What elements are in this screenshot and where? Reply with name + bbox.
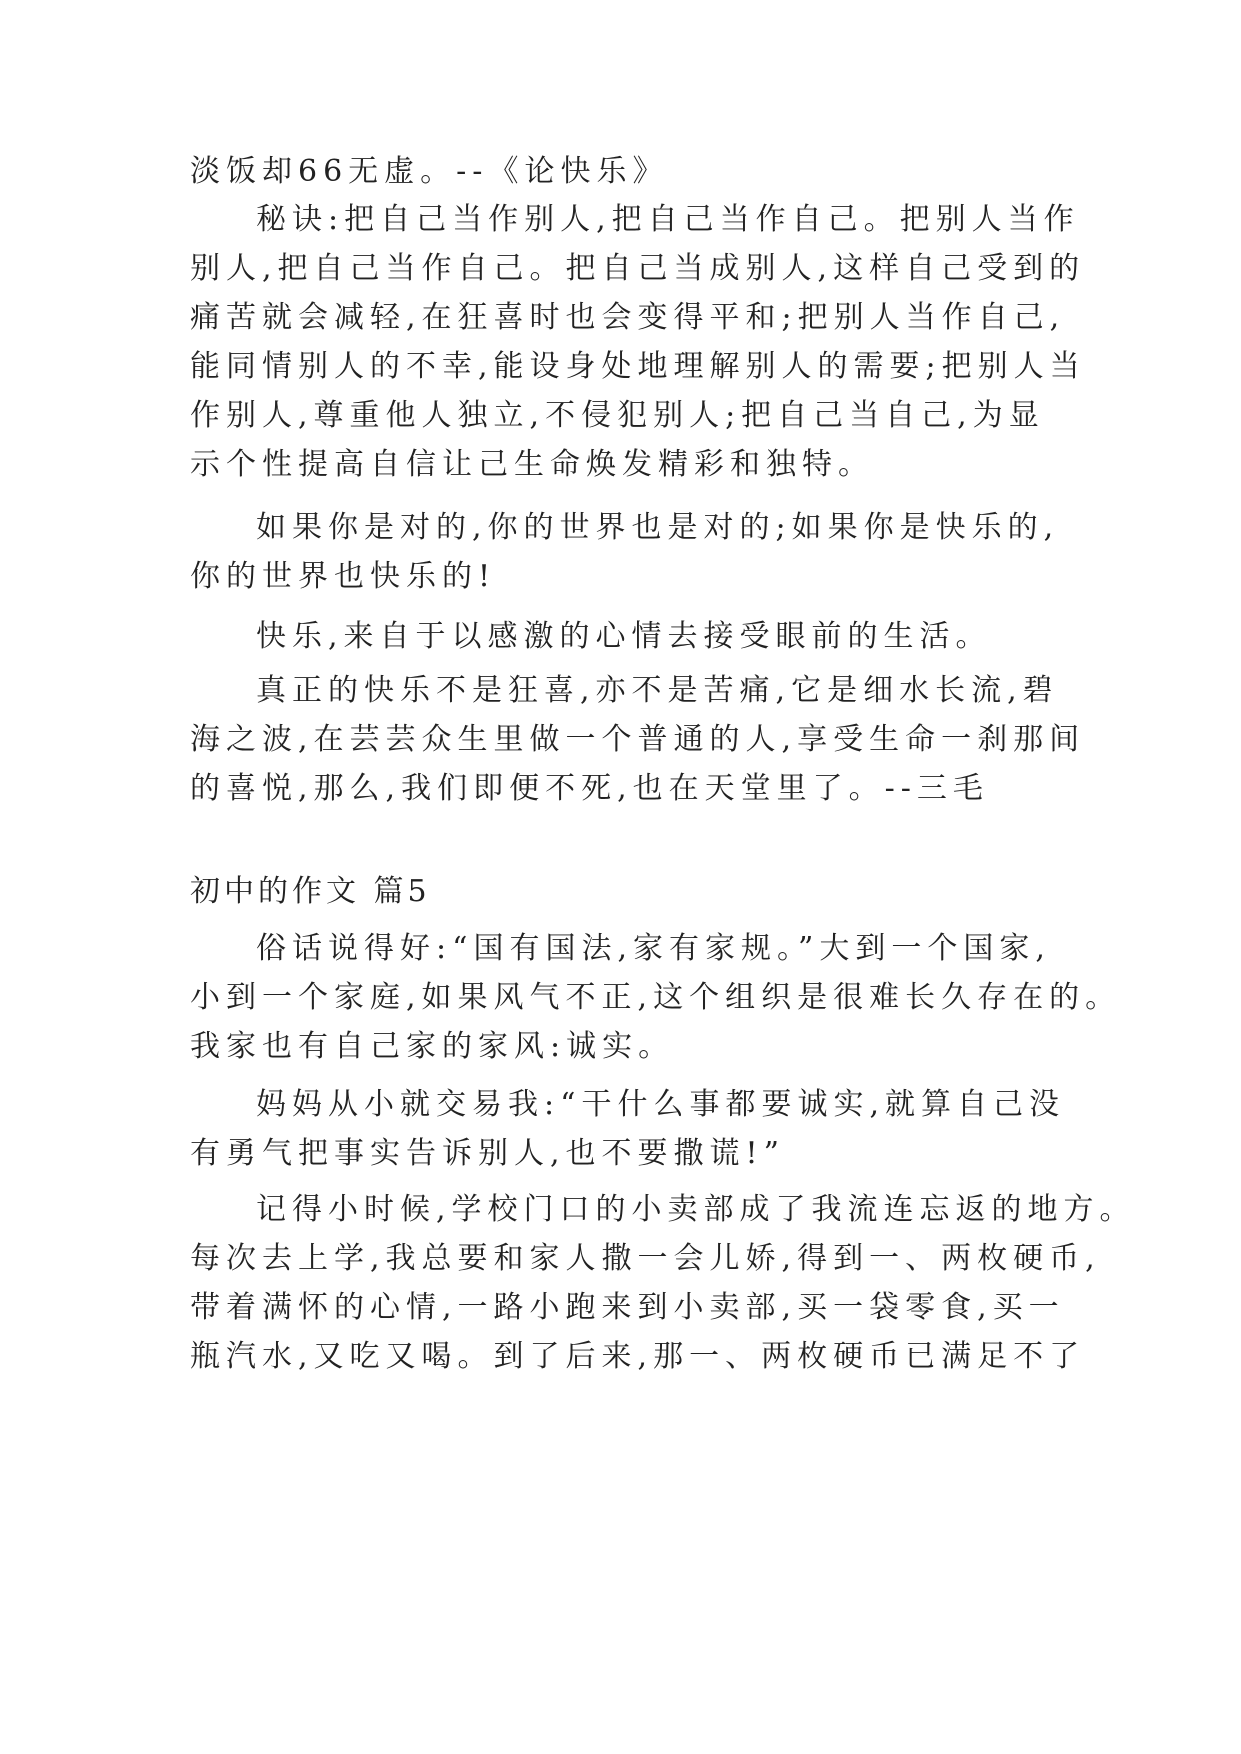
paragraph-start-line: 记得小时候,学校门口的小卖部成了我流连忘返的地方。 <box>256 1192 1136 1227</box>
text-line: 我家也有自己家的家风:诚实。 <box>190 1029 675 1064</box>
text-line: 带着满怀的心情,一路小跑来到小卖部,买一袋零食,买一 <box>190 1290 1065 1325</box>
text-line: 你的世界也快乐的! <box>190 559 497 594</box>
paragraph-start-line: 快乐,来自于以感激的心情去接受眼前的生活。 <box>256 619 992 654</box>
text-line: 海之波,在芸芸众生里做一个普通的人,享受生命一刹那间 <box>190 722 1086 757</box>
text-line: 的喜悦,那么,我们即便不死,也在天堂里了。--三毛 <box>190 771 989 806</box>
paragraph-start-line: 真正的快乐不是狂喜,亦不是苦痛,它是细水长流,碧 <box>256 673 1059 708</box>
text-line: 瓶汽水,又吃又喝。到了后来,那一、两枚硬币已满足不了 <box>190 1339 1086 1374</box>
text-line: 别人,把自己当作自己。把自己当成别人,这样自己受到的 <box>190 251 1086 286</box>
text-line: 示个性提高自信让己生命焕发精彩和独特。 <box>190 447 874 482</box>
paragraph-start-line: 秘诀:把自己当作别人,把自己当作自己。把别人当作 <box>256 202 1080 237</box>
paragraph-start-line: 如果你是对的,你的世界也是对的;如果你是快乐的, <box>256 510 1060 545</box>
section-heading: 初中的作文 篇5 <box>190 874 431 909</box>
text-line: 作别人,尊重他人独立,不侵犯别人;把自己当自己,为显 <box>190 398 1045 433</box>
text-line: 小到一个家庭,如果风气不正,这个组织是很难长久存在的。 <box>190 980 1122 1015</box>
paragraph-start-line: 俗话说得好:“国有国法,家有家规。”大到一个国家, <box>256 931 1051 966</box>
paragraph-start-line: 妈妈从小就交易我:“干什么事都要诚实,就算自己没 <box>256 1087 1065 1122</box>
text-line: 每次去上学,我总要和家人撒一会儿娇,得到一、两枚硬币, <box>190 1241 1101 1276</box>
text-line: 淡饭却66无虚。--《论快乐》 <box>190 154 669 189</box>
text-line: 有勇气把事实告诉别人,也不要撒谎!” <box>190 1136 785 1171</box>
text-line: 痛苦就会减轻,在狂喜时也会变得平和;把别人当作自己, <box>190 300 1066 335</box>
text-line: 能同情别人的不幸,能设身处地理解别人的需要;把别人当 <box>190 349 1086 384</box>
